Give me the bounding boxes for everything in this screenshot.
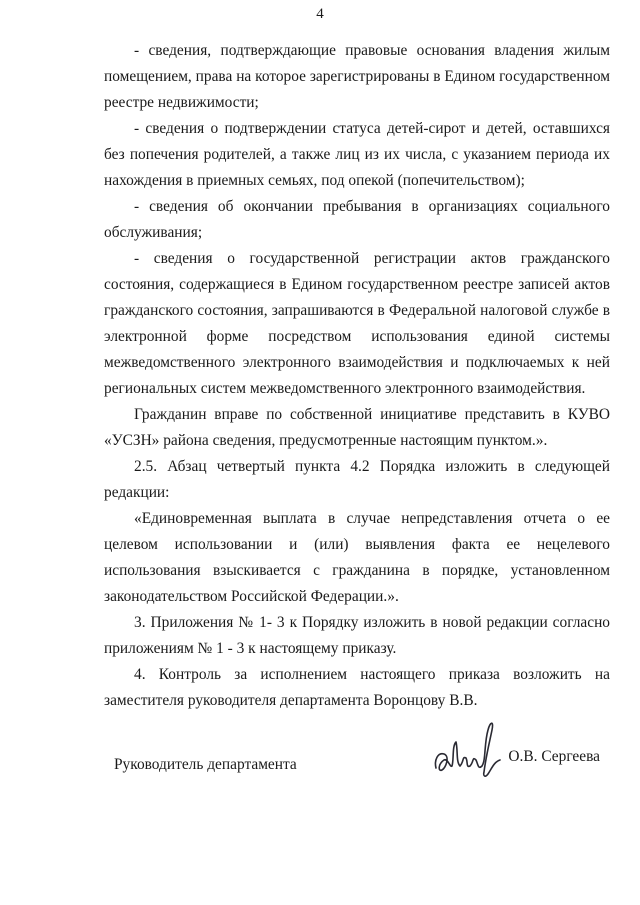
paragraph-2-5: 2.5. Абзац четвертый пункта 4.2 Порядка изложить в следующей редакции: xyxy=(104,458,610,501)
paragraph-orphan-status: - сведения о подтверждении статуса детей-сирот и детей, оставшихся без попечения родителей, а также лиц из их числа, с указанием периода их нахождения в приемных семьях, под опекой (попечительством); xyxy=(104,120,610,189)
paragraph-payment-recovery: «Единовременная выплата в случае непредставления отчета о ее целевом использовании и (или) выявления факта ее нецелевого использования взыскивается с гражданина в порядке, установленном законодательством Российской Федерации.». xyxy=(104,510,610,605)
signatory-name: О.В. Сергеева xyxy=(508,748,600,765)
paragraph-ownership-docs: - сведения, подтверждающие правовые основания владения жилым помещением, права на которое зарегистрированы в Едином государственном реестре недвижимости; xyxy=(104,42,610,111)
page-number: 4 xyxy=(316,6,324,22)
paragraph-social-services: - сведения об окончании пребывания в организациях социального обслуживания; xyxy=(104,198,610,241)
paragraph-citizen-right: Гражданин вправе по собственной инициативе представить в КУВО «УСЗН» района сведения, предусмотренные настоящим пунктом.». xyxy=(104,406,610,449)
paragraph-civil-registry: - сведения о государственной регистрации актов гражданского состояния, содержащиеся в Едином государственном реестре записей актов гражданского состояния, запрашиваются в Федеральной налоговой службе в электронной форме посредством использования единой системы межведомственного электронного взаимодействия и подключаемых к ней региональных систем межведомственного электронного взаимодействия. xyxy=(104,250,610,397)
paragraph-3-appendices: 3. Приложения № 1- 3 к Порядку изложить в новой редакции согласно приложениям № 1 - 3 к настоящему приказу. xyxy=(104,614,610,657)
paragraph-4-control: 4. Контроль за исполнением настоящего приказа возложить на заместителя руководителя департамента Воронцову В.В. xyxy=(104,666,610,709)
signature-block xyxy=(114,742,600,802)
signatory-title: Руководитель департамента xyxy=(114,756,297,773)
document-body xyxy=(104,38,610,714)
handwritten-signature xyxy=(432,716,512,780)
